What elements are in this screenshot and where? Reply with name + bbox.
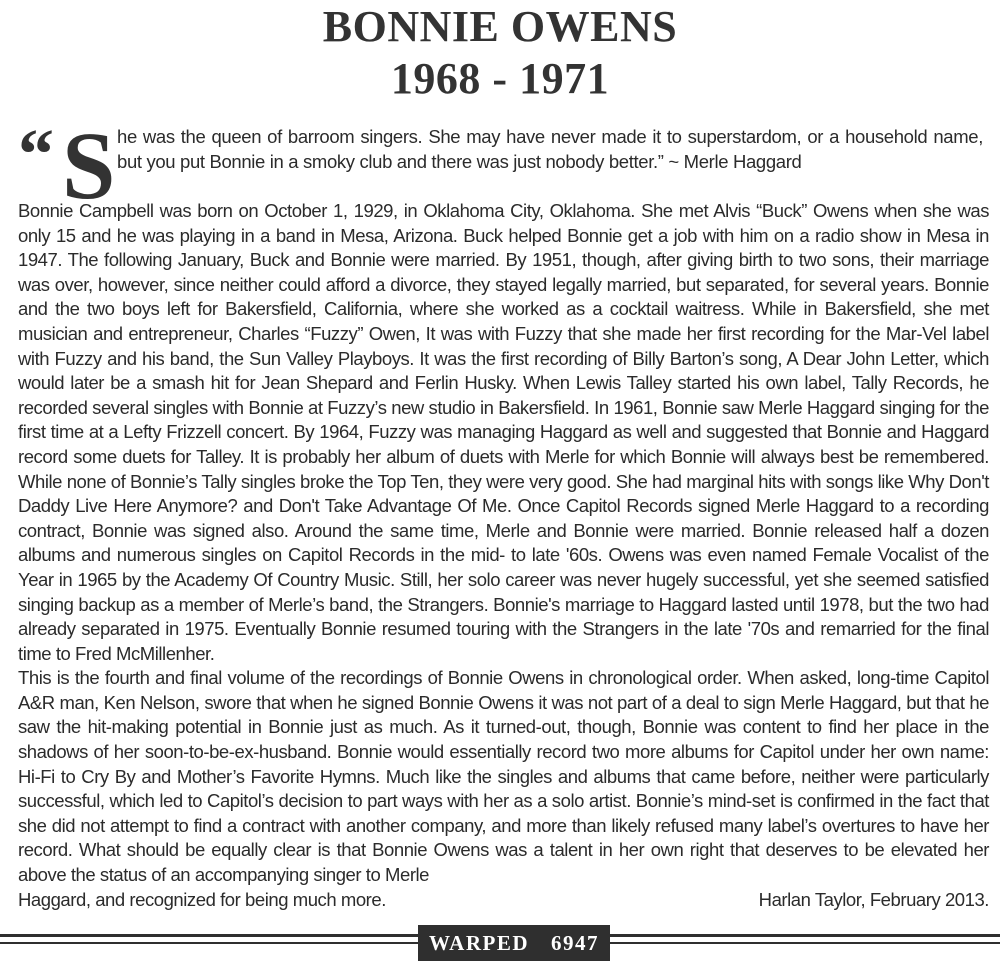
- date-range-title: 1968 - 1971: [390, 54, 610, 103]
- album-paragraph: This is the fourth and final volume of the recordings of Bonnie Owens in chronological order. When asked, long-time Capitol A&R man, Ken Nelson, swore that when he signed Bonnie Owens it was not part of a deal to sign Merle Haggard, but that he saw the hit-making potential in Bonnie just as much. As it turned-out, though, Bonnie was content to find her place in the shadows of her soon-to-be-ex-husband. Bonnie would essentially record two more albums for Capitol under her own name: Hi-Fi to Cry By and Mother’s Favorite Hymns. Much like the singles and albums that came before, neither were particularly successful, which led to Capitol’s decision to part ways with her as a solo artist. Bonnie’s mind-set is confirmed in the fact that she did not attempt to find a contract with another company, and more than likely refused many label’s overtures to have her record. What should be equally clear is that Bonnie Owens was a talent in her own right that deserves to be elevated her above the status of an accompanying singer to Merle: [18, 667, 989, 886]
- drop-cap-letter: S: [62, 112, 116, 219]
- liner-notes-body: [18, 199, 989, 912]
- pull-quote: he was the queen of barroom singers. She may have never made it to superstardom, or a household name, but you put Bonnie in a smoky club and there was just nobody better.” ~ Merle Haggard: [117, 126, 983, 172]
- page-title: BONNIE OWENS: [322, 2, 678, 51]
- album-paragraph-end: Haggard, and recognized for being much more.: [18, 888, 386, 910]
- author-signature: Harlan Taylor, February 2013.: [758, 888, 989, 910]
- label-name: WARPED: [428, 930, 529, 955]
- open-quote-mark: “: [18, 114, 54, 194]
- closing-line: [18, 888, 989, 913]
- biography-paragraph: Bonnie Campbell was born on October 1, 1929, in Oklahoma City, Oklahoma. She met Alvis “Buck” Owens when she was only 15 and he was playing in a band in Mesa, Arizona. Buck helped Bonnie get a job with him on a radio show in Mesa in 1947. The following January, Buck and Bonnie were married. By 1951, though, after giving birth to two sons, their marriage was over, however, since neither could afford a divorce, they stayed legally married, but separated, for several years. Bonnie and the two boys left for Bakersfield, California, where she worked as a cocktail waitress. While in Bakersfield, she met musician and entrepreneur, Charles “Fuzzy” Owen, It was with Fuzzy that she made her first recording for the Mar-Vel label with Fuzzy and his band, the Sun Valley Playboys. It was the first recording of Billy Barton’s song, A Dear John Letter, which would later be a smash hit for Jean Shepard and Ferlin Husky. When Lewis Talley started his own label, Tally Records, he recorded several singles with Bonnie at Fuzzy’s new studio in Bakersfield. In 1961, Bonnie saw Merle Haggard singing for the first time at a Lefty Frizzell concert. By 1964, Fuzzy was managing Haggard as well and suggested that Bonnie and Haggard record some duets for Talley. It is probably her album of duets with Merle for which Bonnie will always best be remembered. While none of Bonnie’s Tally singles broke the Top Ten, they were very good. She had marginal hits with songs like Why Don't Daddy Live Here Anymore? and Don't Take Advantage Of Me. Once Capitol Records signed Merle Haggard to a recording contract, Bonnie was signed also. Around the same time, Merle and Bonnie were married. Bonnie released half a dozen albums and numerous singles on Capitol Records in the mid- to late '60s. Owens was even named Female Vocalist of the Year in 1965 by the Academy Of Country Music. Still, her solo career was never hugely successful, yet she seemed satisfied singing backup as a member of Merle’s band, the Strangers. Bonnie's marriage to Haggard lasted until 1978, but the two had already separated in 1975. Eventually Bonnie resumed touring with the Strangers in the late '70s and remarried for the final time to Fred McMillenher.: [18, 200, 989, 664]
- catalog-number: 6947: [551, 930, 599, 955]
- catalog-badge: [418, 925, 610, 961]
